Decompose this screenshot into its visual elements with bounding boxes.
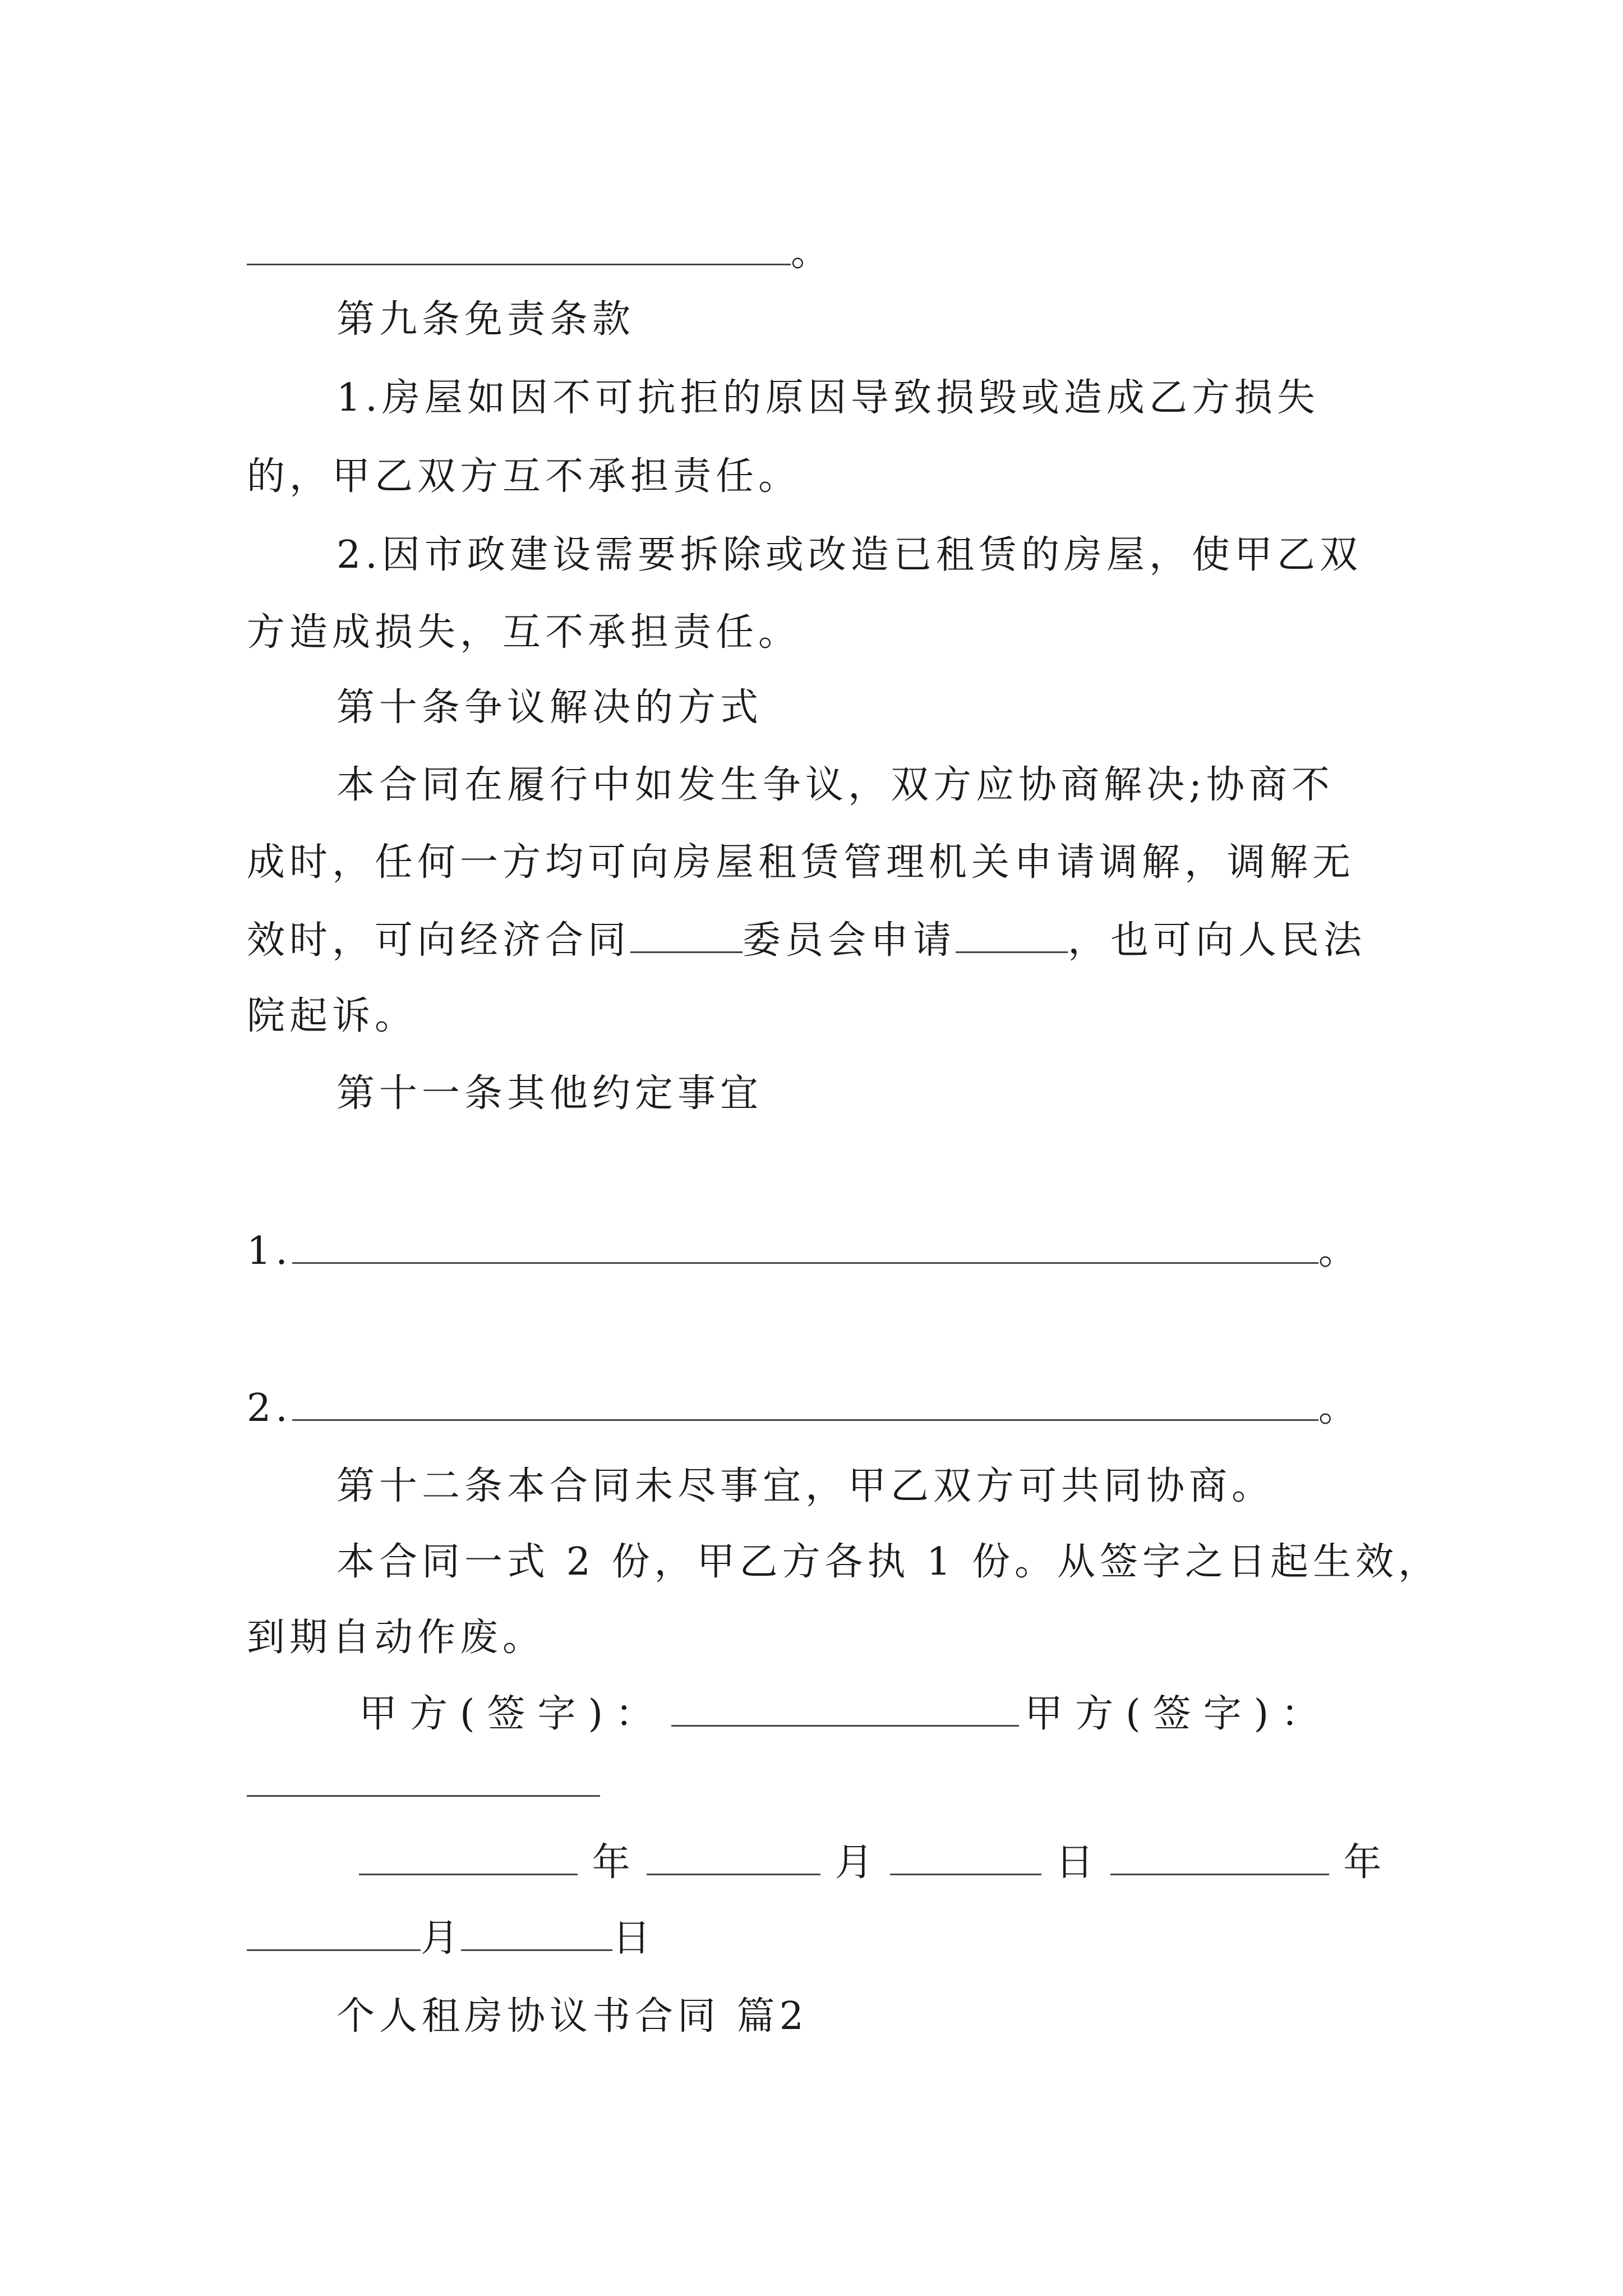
date-day-label: 日 [1055, 1841, 1096, 1885]
copies-line1: 本合同一式 2 份，甲乙方各执 1 份。从签字之日起生效， [336, 1540, 1441, 1584]
article11-item2-prefix: 2. [247, 1386, 292, 1430]
article12: 第十二条本合同未尽事宜，甲乙双方可共同协商。 [336, 1464, 1275, 1508]
article9-item2-line2: 方造成损失，互不承担责任。 [247, 610, 801, 655]
article10-line1: 本合同在履行中如发生争议，双方应协商解决;协商不 [336, 763, 1334, 807]
next-section-title: 个人租房协议书合同 篇2 [336, 1994, 808, 2039]
fill-blank [461, 1910, 612, 1951]
party-b-sign-label: 甲方(签字)： [1025, 1692, 1332, 1736]
article9-title: 第九条免责条款 [336, 297, 635, 342]
party-a-sign-label: 甲方(签字)： [359, 1692, 666, 1736]
signature-blank-line [247, 1756, 1391, 1812]
article10-line3-c: ，也可向人民法 [1068, 918, 1367, 963]
article10-line4: 院起诉。 [247, 994, 418, 1038]
top-line-end: 。 [791, 231, 834, 275]
article11-item2-end: 。 [1318, 1386, 1361, 1430]
top-blank-line [247, 224, 1391, 281]
article10-line3 [247, 912, 1391, 969]
date-line-2 [247, 1910, 1391, 1967]
fill-blank [247, 1910, 421, 1951]
article9-item2-line1: 2.因市政建设需要拆除或改造已租赁的房屋，使甲乙双 [336, 533, 1362, 577]
fill-blank [359, 1834, 578, 1875]
fill-blank [247, 224, 791, 265]
fill-blank [890, 1834, 1041, 1875]
fill-blank [292, 1223, 1318, 1264]
article9-item1-line1: 1.房屋如因不可抗拒的原因导致损毁或造成乙方损失 [336, 376, 1320, 420]
article10-line2: 成时，任何一方均可向房屋租赁管理机关申请调解，调解无 [247, 840, 1355, 885]
fill-blank [956, 912, 1068, 953]
article11-item1-prefix: 1. [247, 1229, 292, 1273]
article10-title: 第十条争议解决的方式 [336, 685, 763, 730]
date-year-label-2: 年 [1343, 1841, 1384, 1885]
article11-item1 [247, 1223, 1391, 1280]
article11-item2 [247, 1380, 1391, 1437]
date-year-label: 年 [592, 1841, 633, 1885]
article9-item1-line2: 的，甲乙双方互不承担责任。 [247, 454, 801, 499]
copies-line2: 到期自动作废。 [247, 1616, 546, 1660]
article11-item1-end: 。 [1318, 1229, 1361, 1273]
date-month-label-2: 月 [421, 1916, 462, 1961]
fill-blank [647, 1834, 820, 1875]
date-line-1 [359, 1834, 1503, 1891]
fill-blank [630, 912, 743, 953]
article10-line3-a: 效时，可向经济合同 [247, 918, 631, 963]
signature-line [359, 1686, 1503, 1742]
date-month-label: 月 [834, 1841, 875, 1885]
article11-title: 第十一条其他约定事宜 [336, 1071, 763, 1116]
fill-blank [1110, 1834, 1329, 1875]
article10-line3-b: 委员会申请 [743, 918, 956, 963]
fill-blank [292, 1380, 1318, 1421]
signature-blank [671, 1686, 1019, 1727]
date-day-label-2: 日 [612, 1916, 653, 1961]
signature-blank [247, 1756, 600, 1797]
